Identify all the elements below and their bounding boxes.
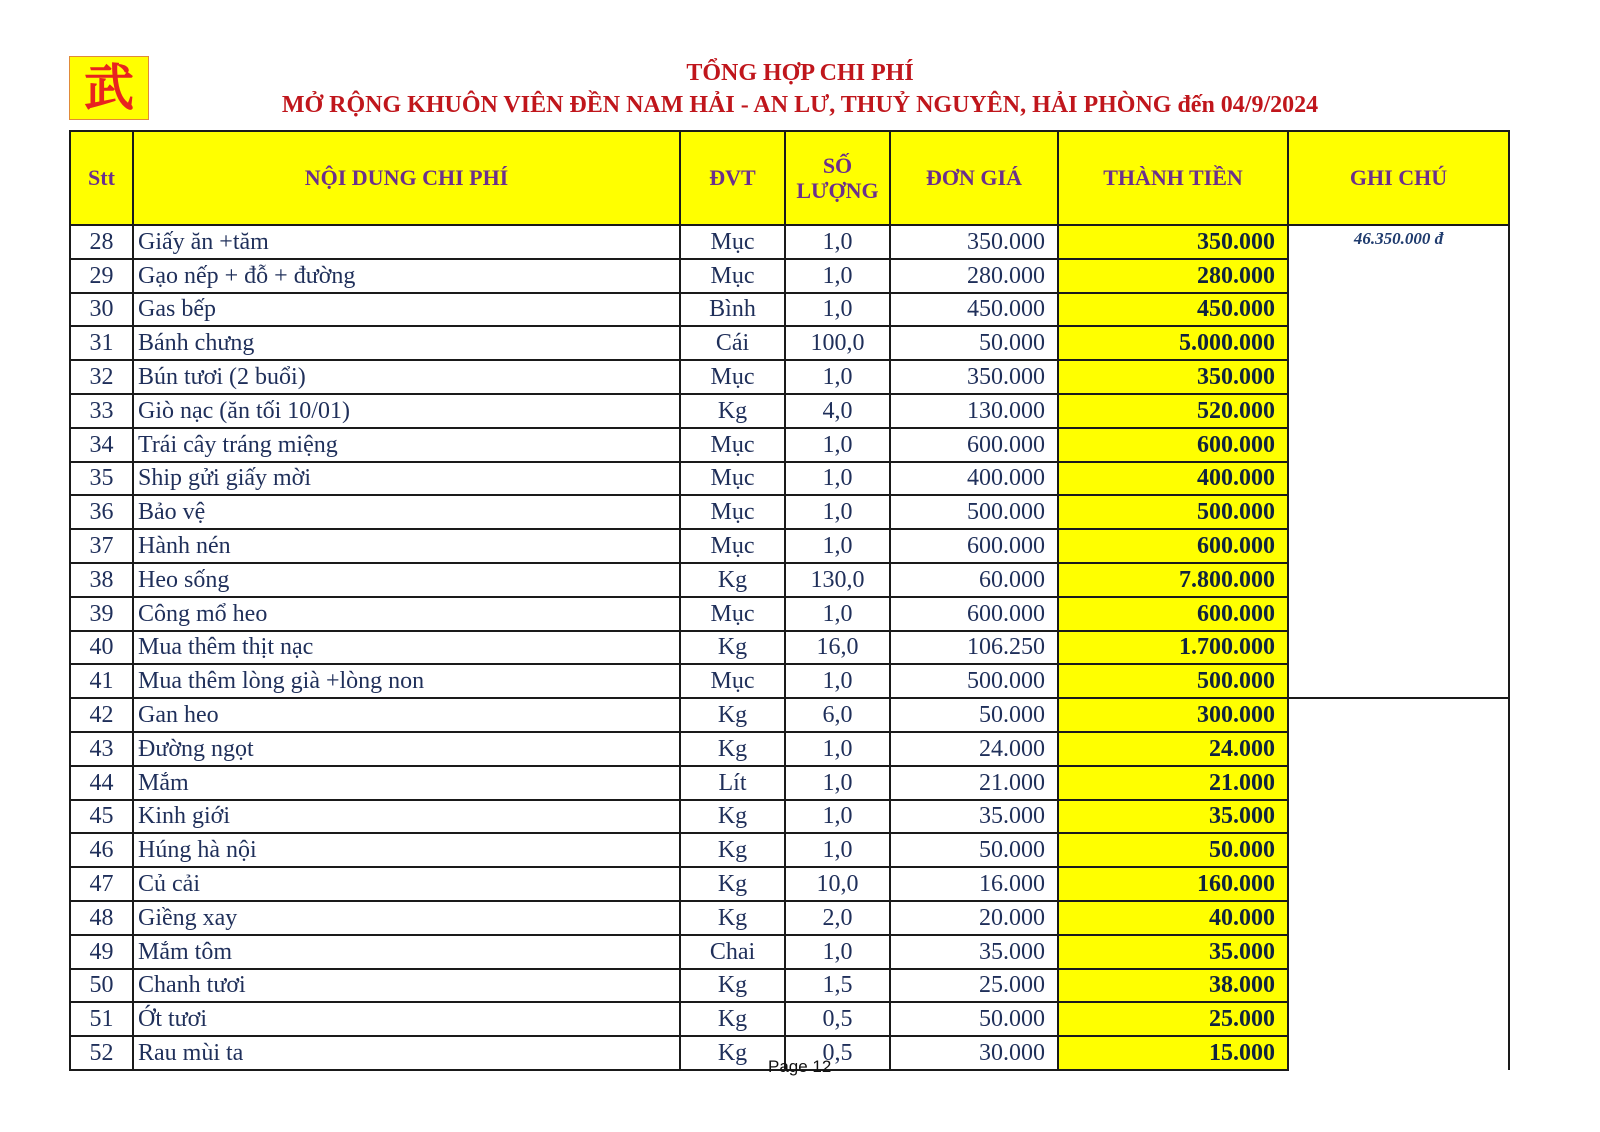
row-amount: 300.000 bbox=[1058, 698, 1288, 732]
col-header-content: NỘI DUNG CHI PHÍ bbox=[133, 131, 680, 225]
row-quantity: 6,0 bbox=[785, 698, 890, 732]
row-amount: 450.000 bbox=[1058, 293, 1288, 327]
col-header-quantity-line2: LƯỢNG bbox=[796, 178, 879, 203]
row-unit: Kg bbox=[680, 631, 785, 665]
row-quantity: 1,0 bbox=[785, 597, 890, 631]
col-header-note: GHI CHÚ bbox=[1288, 131, 1509, 225]
row-stt: 38 bbox=[70, 563, 133, 597]
row-content: Củ cải bbox=[133, 867, 680, 901]
row-content: Bảo vệ bbox=[133, 495, 680, 529]
row-amount: 25.000 bbox=[1058, 1002, 1288, 1036]
row-content: Trái cây tráng miệng bbox=[133, 428, 680, 462]
row-unit-price: 500.000 bbox=[890, 664, 1058, 698]
row-quantity: 1,0 bbox=[785, 800, 890, 834]
row-quantity: 1,0 bbox=[785, 766, 890, 800]
row-content: Công mổ heo bbox=[133, 597, 680, 631]
row-amount: 600.000 bbox=[1058, 529, 1288, 563]
row-unit: Kg bbox=[680, 1036, 785, 1070]
col-header-stt: Stt bbox=[70, 131, 133, 225]
row-quantity: 1,0 bbox=[785, 462, 890, 496]
row-quantity: 1,0 bbox=[785, 259, 890, 293]
row-content: Heo sống bbox=[133, 563, 680, 597]
row-stt: 48 bbox=[70, 901, 133, 935]
row-stt: 49 bbox=[70, 935, 133, 969]
row-amount: 280.000 bbox=[1058, 259, 1288, 293]
row-unit: Kg bbox=[680, 901, 785, 935]
row-unit: Mục bbox=[680, 225, 785, 259]
row-unit: Kg bbox=[680, 833, 785, 867]
row-stt: 36 bbox=[70, 495, 133, 529]
row-amount: 24.000 bbox=[1058, 732, 1288, 766]
row-unit: Kg bbox=[680, 1002, 785, 1036]
page-number: Page 12 bbox=[768, 1057, 832, 1076]
row-unit-price: 35.000 bbox=[890, 935, 1058, 969]
row-stt: 31 bbox=[70, 326, 133, 360]
row-stt: 41 bbox=[70, 664, 133, 698]
col-header-quantity-line1: SỐ bbox=[822, 152, 853, 178]
row-quantity: 1,0 bbox=[785, 360, 890, 394]
row-amount: 500.000 bbox=[1058, 495, 1288, 529]
row-amount: 21.000 bbox=[1058, 766, 1288, 800]
row-quantity: 1,0 bbox=[785, 833, 890, 867]
row-amount: 520.000 bbox=[1058, 394, 1288, 428]
row-quantity: 4,0 bbox=[785, 394, 890, 428]
row-amount: 35.000 bbox=[1058, 800, 1288, 834]
row-stt: 42 bbox=[70, 698, 133, 732]
row-unit: Mục bbox=[680, 495, 785, 529]
note-cell: 46.350.000 đ bbox=[1288, 225, 1509, 698]
row-content: Ớt tươi bbox=[133, 1002, 680, 1036]
row-quantity: 1,0 bbox=[785, 732, 890, 766]
row-stt: 47 bbox=[70, 867, 133, 901]
row-unit-price: 600.000 bbox=[890, 529, 1058, 563]
row-unit: Kg bbox=[680, 394, 785, 428]
row-unit-price: 130.000 bbox=[890, 394, 1058, 428]
row-unit-price: 60.000 bbox=[890, 563, 1058, 597]
row-quantity: 16,0 bbox=[785, 631, 890, 665]
row-unit-price: 500.000 bbox=[890, 495, 1058, 529]
row-quantity: 1,0 bbox=[785, 225, 890, 259]
row-quantity: 2,0 bbox=[785, 901, 890, 935]
row-quantity: 100,0 bbox=[785, 326, 890, 360]
row-unit: Mục bbox=[680, 428, 785, 462]
row-unit: Mục bbox=[680, 360, 785, 394]
row-amount: 600.000 bbox=[1058, 597, 1288, 631]
row-amount: 160.000 bbox=[1058, 867, 1288, 901]
row-amount: 350.000 bbox=[1058, 225, 1288, 259]
row-content: Hành nén bbox=[133, 529, 680, 563]
row-content: Chanh tươi bbox=[133, 969, 680, 1003]
row-content: Giấy ăn +tăm bbox=[133, 225, 680, 259]
row-stt: 50 bbox=[70, 969, 133, 1003]
row-amount: 50.000 bbox=[1058, 833, 1288, 867]
col-header-amount: THÀNH TIỀN bbox=[1058, 131, 1288, 225]
row-content: Kinh giới bbox=[133, 800, 680, 834]
row-content: Ship gửi giấy mời bbox=[133, 462, 680, 496]
row-unit: Mục bbox=[680, 462, 785, 496]
row-unit-price: 450.000 bbox=[890, 293, 1058, 327]
row-unit-price: 16.000 bbox=[890, 867, 1058, 901]
row-quantity: 10,0 bbox=[785, 867, 890, 901]
row-unit: Kg bbox=[680, 867, 785, 901]
document-subtitle: MỞ RỘNG KHUÔN VIÊN ĐỀN NAM HẢI - AN LƯ, THUỶ NGUYÊN, HẢI PHÒNG đến 04/9/2024 bbox=[281, 92, 1319, 118]
row-amount: 600.000 bbox=[1058, 428, 1288, 462]
row-unit: Lít bbox=[680, 766, 785, 800]
col-header-unit: ĐVT bbox=[680, 131, 785, 225]
row-quantity: 0,5 bbox=[785, 1002, 890, 1036]
row-unit-price: 50.000 bbox=[890, 326, 1058, 360]
row-unit-price: 106.250 bbox=[890, 631, 1058, 665]
row-quantity: 0,5 bbox=[785, 1036, 890, 1070]
cost-table bbox=[69, 130, 1510, 1071]
row-content: Giò nạc (ăn tối 10/01) bbox=[133, 394, 680, 428]
row-unit-price: 50.000 bbox=[890, 698, 1058, 732]
row-unit: Bình bbox=[680, 293, 785, 327]
row-unit: Kg bbox=[680, 969, 785, 1003]
row-stt: 45 bbox=[70, 800, 133, 834]
document-title: TỔNG HỢP CHI PHÍ bbox=[686, 60, 914, 86]
row-content: Bún tươi (2 buổi) bbox=[133, 360, 680, 394]
row-stt: 44 bbox=[70, 766, 133, 800]
row-stt: 37 bbox=[70, 529, 133, 563]
row-stt: 29 bbox=[70, 259, 133, 293]
row-stt: 40 bbox=[70, 631, 133, 665]
row-stt: 43 bbox=[70, 732, 133, 766]
row-stt: 34 bbox=[70, 428, 133, 462]
row-unit-price: 30.000 bbox=[890, 1036, 1058, 1070]
table-row bbox=[70, 225, 1509, 259]
row-unit-price: 21.000 bbox=[890, 766, 1058, 800]
row-content: Gan heo bbox=[133, 698, 680, 732]
table-header-row bbox=[70, 131, 1509, 225]
row-content: Gas bếp bbox=[133, 293, 680, 327]
row-unit-price: 600.000 bbox=[890, 597, 1058, 631]
row-quantity: 1,0 bbox=[785, 664, 890, 698]
row-content: Mua thêm thịt nạc bbox=[133, 631, 680, 665]
row-unit-price: 350.000 bbox=[890, 225, 1058, 259]
row-unit: Mục bbox=[680, 597, 785, 631]
row-stt: 46 bbox=[70, 833, 133, 867]
row-content: Bánh chưng bbox=[133, 326, 680, 360]
row-content: Mắm tôm bbox=[133, 935, 680, 969]
row-unit-price: 280.000 bbox=[890, 259, 1058, 293]
row-unit: Kg bbox=[680, 732, 785, 766]
row-amount: 400.000 bbox=[1058, 462, 1288, 496]
note-cell-empty bbox=[1288, 698, 1509, 1070]
row-quantity: 1,5 bbox=[785, 969, 890, 1003]
row-amount: 15.000 bbox=[1058, 1036, 1288, 1070]
row-amount: 5.000.000 bbox=[1058, 326, 1288, 360]
row-amount: 35.000 bbox=[1058, 935, 1288, 969]
row-amount: 1.700.000 bbox=[1058, 631, 1288, 665]
row-content: Đường ngọt bbox=[133, 732, 680, 766]
row-quantity: 1,0 bbox=[785, 935, 890, 969]
row-unit: Chai bbox=[680, 935, 785, 969]
row-quantity: 1,0 bbox=[785, 495, 890, 529]
row-quantity: 1,0 bbox=[785, 293, 890, 327]
row-content: Rau mùi ta bbox=[133, 1036, 680, 1070]
row-content: Giềng xay bbox=[133, 901, 680, 935]
row-quantity: 1,0 bbox=[785, 529, 890, 563]
row-stt: 32 bbox=[70, 360, 133, 394]
logo-glyph: 武 bbox=[84, 58, 134, 117]
row-amount: 40.000 bbox=[1058, 901, 1288, 935]
row-unit: Cái bbox=[680, 326, 785, 360]
row-unit-price: 35.000 bbox=[890, 800, 1058, 834]
row-content: Mắm bbox=[133, 766, 680, 800]
row-unit-price: 50.000 bbox=[890, 833, 1058, 867]
row-content: Húng hà nội bbox=[133, 833, 680, 867]
row-stt: 33 bbox=[70, 394, 133, 428]
temple-logo-icon bbox=[69, 56, 149, 120]
row-stt: 51 bbox=[70, 1002, 133, 1036]
row-stt: 39 bbox=[70, 597, 133, 631]
row-content: Mua thêm lòng già +lòng non bbox=[133, 664, 680, 698]
row-stt: 28 bbox=[70, 225, 133, 259]
row-unit-price: 24.000 bbox=[890, 732, 1058, 766]
row-amount: 500.000 bbox=[1058, 664, 1288, 698]
row-unit: Kg bbox=[680, 800, 785, 834]
row-unit: Kg bbox=[680, 698, 785, 732]
row-quantity: 1,0 bbox=[785, 428, 890, 462]
row-stt: 30 bbox=[70, 293, 133, 327]
row-unit: Kg bbox=[680, 563, 785, 597]
row-unit-price: 600.000 bbox=[890, 428, 1058, 462]
row-quantity: 130,0 bbox=[785, 563, 890, 597]
row-unit: Mục bbox=[680, 259, 785, 293]
row-unit-price: 25.000 bbox=[890, 969, 1058, 1003]
table-row bbox=[70, 698, 1509, 732]
row-unit-price: 20.000 bbox=[890, 901, 1058, 935]
row-stt: 52 bbox=[70, 1036, 133, 1070]
row-unit-price: 350.000 bbox=[890, 360, 1058, 394]
row-unit-price: 400.000 bbox=[890, 462, 1058, 496]
row-amount: 350.000 bbox=[1058, 360, 1288, 394]
row-stt: 35 bbox=[70, 462, 133, 496]
col-header-unit-price: ĐƠN GIÁ bbox=[890, 131, 1058, 225]
col-header-quantity bbox=[785, 131, 890, 225]
row-amount: 7.800.000 bbox=[1058, 563, 1288, 597]
row-unit: Mục bbox=[680, 529, 785, 563]
row-unit-price: 50.000 bbox=[890, 1002, 1058, 1036]
row-content: Gạo nếp + đỗ + đường bbox=[133, 259, 680, 293]
row-amount: 38.000 bbox=[1058, 969, 1288, 1003]
row-unit: Mục bbox=[680, 664, 785, 698]
